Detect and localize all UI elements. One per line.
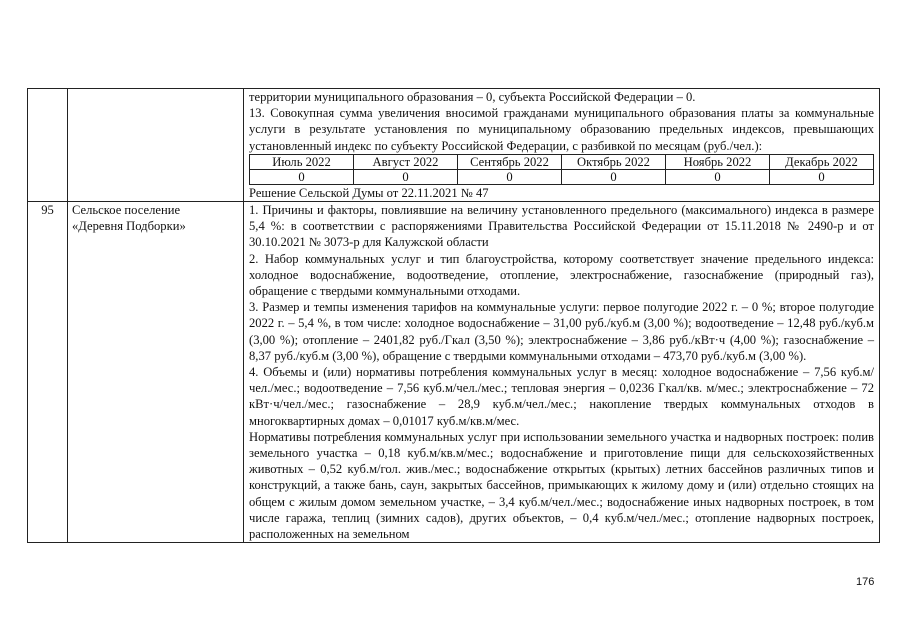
municipality-name-line: «Деревня Подборки» xyxy=(72,219,186,234)
details-cell xyxy=(244,202,880,543)
month-value: 0 xyxy=(666,169,770,184)
row-number-cell: 95 xyxy=(28,202,68,543)
tariff-table xyxy=(27,88,880,543)
paragraph: 2. Набор коммунальных услуг и тип благоустройства, которому соответствует значение предельного индекса: холодное водоснабжение, водоотведение, отопление, электроснабжение, газоснабжение (природный газ), обращение с твердыми коммунальными отходами. xyxy=(249,251,874,299)
months-header-row xyxy=(250,154,874,169)
monthly-increase-table xyxy=(249,154,874,185)
month-header: Сентябрь 2022 xyxy=(458,154,562,169)
month-value: 0 xyxy=(354,169,458,184)
month-value: 0 xyxy=(770,169,874,184)
month-header: Ноябрь 2022 xyxy=(666,154,770,169)
page-number: 176 xyxy=(856,576,875,588)
paragraph: 4. Объемы и (или) нормативы потребления коммунальных услуг в месяц: холодное водоснабжение – 7,56 куб.м/чел./мес.; водоотведение – 7,56 куб.м/чел./мес.; тепловая энергия – 0,0236 Гкал/кв. м/мес.; электроснабжение – 72 кВт·ч/чел./мес.; газоснабжение – 28,9 куб.м/чел./мес.; накопление твердых коммунальных отходов в многоквартирных домах – 0,01017 куб.м/кв.м/мес. xyxy=(249,365,874,428)
paragraph: 13. Совокупная сумма увеличения вносимой гражданами муниципального образования платы за коммунальные услуги в результате установления по муниципальному образованию предельных индексов, превышающих установленный индекс по субъекту Российской Федерации, с разбивкой по месяцам (руб./чел.): xyxy=(249,106,874,153)
paragraph: территории муниципального образования – 0, субъекта Российской Федерации – 0. xyxy=(249,90,696,104)
paragraph: Нормативы потребления коммунальных услуг при использовании земельного участка и надворных построек: полив земельного участка – 0,18 куб.м/кв.м/мес.; водоснабжение и приготовление пищи для сельскохозяйственных животных – 0,52 куб.м/гол. жив./мес.; водоснабжение открытых (крытых) летних бассейнов различных типов и конструкций, а также бань, саун, закрытых бассейнов, примыкающих к жилому дому и (или) отдельно стоящих на общем с жилым домом земельном участке, – 3,4 куб.м/чел./мес.; водоснабжение иных надворных построек, в том числе гаража, теплиц (зимних садов), других объектов, – 0,4 куб.м/чел./мес.; отопление надворных построек, расположенных на земельном xyxy=(249,429,874,542)
decision-reference: Решение Сельской Думы от 22.11.2021 № 47 xyxy=(249,185,489,200)
row-number-cell xyxy=(28,89,68,202)
month-header: Декабрь 2022 xyxy=(770,154,874,169)
month-value: 0 xyxy=(250,169,354,184)
municipality-name-cell xyxy=(68,89,244,202)
municipality-name-line: Сельское поселение xyxy=(72,203,181,218)
paragraph: 1. Причины и факторы, повлиявшие на величину установленного предельного (максимального) индекса в размере 5,4 %: в соответствии с распоряжениями Правительства Российской Федерации от 15.11.2018 № 2490-р и от 30.10.2021 № 3073-р для Калужской области xyxy=(249,203,874,250)
paragraph: 3. Размер и темпы изменения тарифов на коммунальные услуги: первое полугодие 2022 г. – 0 %; второе полугодие 2022 г. – 5,4 %, в том числе: холодное водоснабжение – 31,00 руб./куб.м (3,00 %); водоотведение – 12,48 руб./куб.м (3,00 %); отопление – 2401,82 руб./Гкал (3,50 %); электроснабжение – 3,86 руб./кВт·ч (4,00 %); газоснабжение – 8,37 руб./куб.м (3,00 %), обращение с твердыми коммунальными отходами – 473,70 руб./куб.м (3,00 %). xyxy=(249,300,874,363)
month-value: 0 xyxy=(458,169,562,184)
details-cell xyxy=(244,89,880,202)
table-row xyxy=(28,202,880,543)
month-header: Июль 2022 xyxy=(250,154,354,169)
month-header: Август 2022 xyxy=(354,154,458,169)
municipality-name-cell xyxy=(68,202,244,543)
months-value-row xyxy=(250,169,874,184)
month-value: 0 xyxy=(562,169,666,184)
table-row xyxy=(28,89,880,202)
month-header: Октябрь 2022 xyxy=(562,154,666,169)
